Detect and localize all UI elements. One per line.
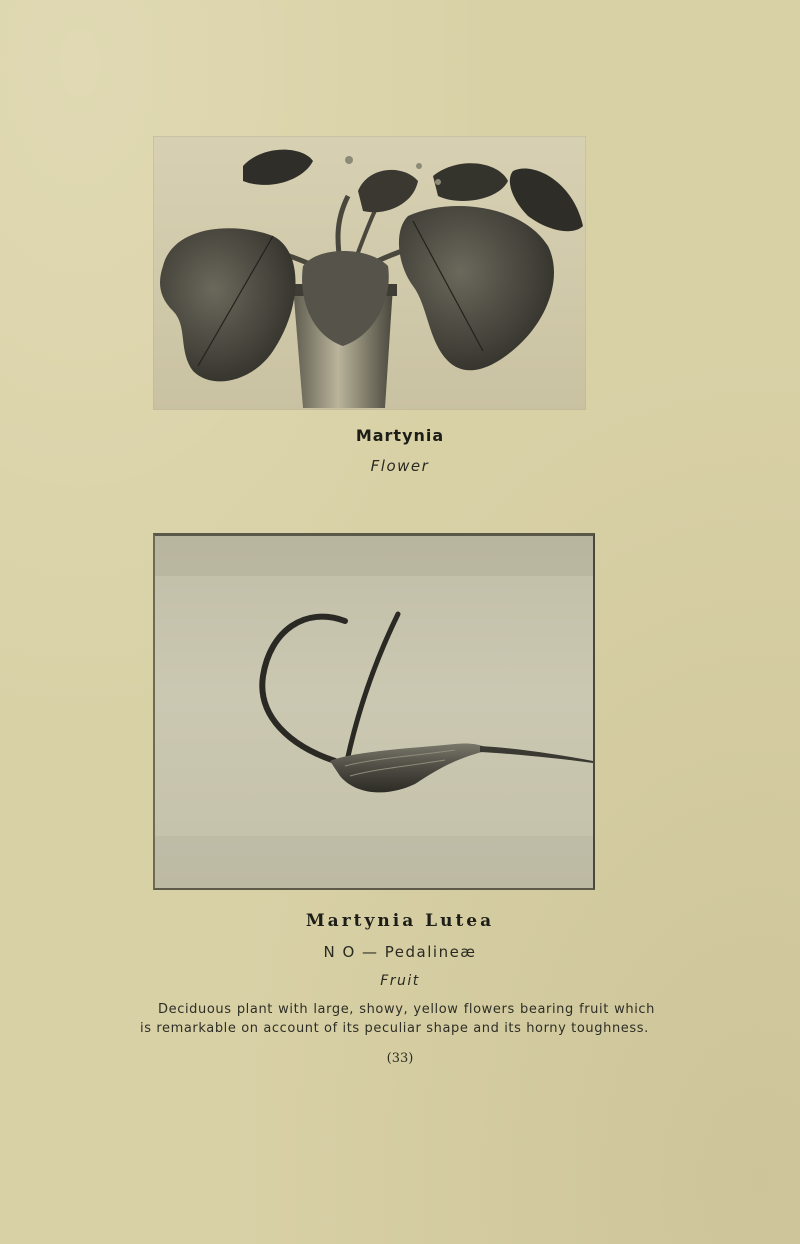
natural-order-label: N O — Pedalineæ bbox=[323, 943, 477, 961]
flower-photograph bbox=[153, 136, 586, 410]
plant-description: Deciduous plant with large, showy, yellow flowers bearing fruit which is remarkable on account of its peculiar shape and its horny toughness. bbox=[140, 1002, 655, 1036]
flower-plate-title: Martynia bbox=[355, 426, 445, 445]
fruit-photograph bbox=[153, 533, 595, 890]
fruit-photograph-image bbox=[155, 536, 593, 888]
fruit-plate-subtitle: Fruit bbox=[380, 973, 420, 989]
fruit-plate-title: Martynia Lutea bbox=[305, 911, 495, 931]
page-number: (33) bbox=[386, 1051, 414, 1066]
flower-photograph-image bbox=[153, 136, 586, 410]
flower-plate-subtitle: Flower bbox=[370, 457, 430, 475]
